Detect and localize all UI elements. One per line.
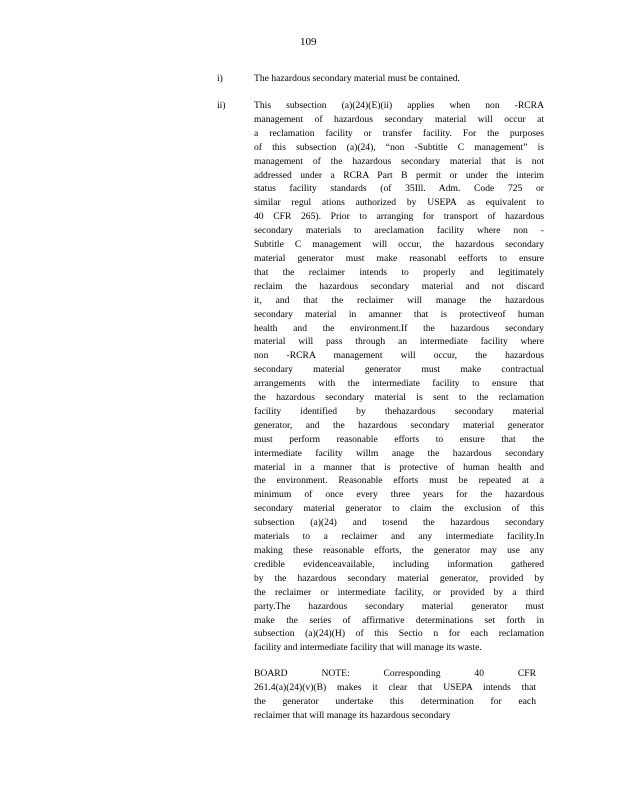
- text-line: material generator must make reasonabl eefforts to ensure: [254, 252, 544, 264]
- item-text: [254, 72, 544, 86]
- text-line: intermediate facility willm anage the hazardous secondary: [254, 447, 544, 459]
- text-line: material in a manner that is protective of human health and: [254, 461, 544, 473]
- text-line: addressed under a RCRA Part B permit or under the interim: [254, 169, 544, 181]
- text-line: secondary materials to areclamation facility where non -: [254, 225, 544, 237]
- text-line: must perform reasonable efforts to ensure that the: [254, 433, 544, 445]
- text-line: the hazardous secondary material is sent to the reclamation: [254, 392, 544, 404]
- text-line: subsection (a)(24)(H) of this Sectio n for each reclamation: [254, 628, 544, 640]
- text-line: material will pass through an intermediate facility where: [254, 336, 544, 348]
- text-line: the reclaimer or intermediate facility, or provided by a third: [254, 586, 544, 598]
- text-line: reclaimer that will manage its hazardous secondary: [254, 709, 451, 721]
- text-line: the environment. Reasonable efforts must be repeated at a: [254, 475, 544, 487]
- board-note: [254, 667, 536, 723]
- text-line: 261.4(a)(24)(v)(B) makes it clear that USEPA intends that: [254, 681, 536, 693]
- text-line: make the series of affirmative determinations set forth in: [254, 614, 544, 626]
- text-line: BOARD NOTE: Corresponding 40 CFR: [254, 668, 536, 679]
- text-line: a reclamation facility or transfer facility. For the purposes: [254, 127, 544, 139]
- text-line: 40 CFR 265). Prior to arranging for transport of hazardous: [254, 211, 544, 223]
- item-text: [254, 99, 544, 655]
- item-label: ii): [217, 100, 226, 111]
- text-line: arrangements with the intermediate facility to ensure that: [254, 378, 544, 390]
- text-line: generator, and the hazardous secondary material generator: [254, 419, 544, 431]
- text-line: facility and intermediate facility that will manage its waste.: [254, 642, 482, 654]
- item-label: i): [217, 73, 223, 84]
- text-line: Subtitle C management will occur, the hazardous secondary: [254, 239, 544, 251]
- text-line: This subsection (a)(24)(E)(ii) applies when non -RCRA: [254, 100, 544, 111]
- text-line: the generator undertake this determination for each: [254, 695, 536, 707]
- text-line: it, and that the reclaimer will manage the hazardous: [254, 294, 544, 306]
- text-line: management of hazardous secondary material will occur at: [254, 113, 544, 125]
- text-line: subsection (a)(24) and tosend the hazardous secondary: [254, 517, 544, 529]
- text-line: facility identified by thehazardous secondary material: [254, 405, 544, 417]
- text-line: health and the environment.If the hazardous secondary: [254, 322, 544, 334]
- text-line: by the hazardous secondary material generator, provided by: [254, 572, 544, 584]
- text-line: party.The hazardous secondary material generator must: [254, 600, 544, 612]
- text-line: The hazardous secondary material must be contained.: [254, 73, 460, 84]
- text-line: of this subsection (a)(24), “non -Subtitle C management” is: [254, 141, 544, 153]
- text-line: credible evidenceavailable, including information gathered: [254, 558, 544, 570]
- text-line: that the reclaimer intends to properly and legitimately: [254, 266, 544, 278]
- text-line: minimum of once every three years for the hazardous: [254, 489, 544, 501]
- page-number: 109: [300, 36, 317, 48]
- text-line: making these reasonable efforts, the generator may use any: [254, 545, 544, 556]
- text-line: materials to a reclaimer and any intermediate facility.In: [254, 531, 544, 543]
- text-line: status facility standards (of 35Ill. Adm. Code 725 or: [254, 183, 544, 195]
- text-line: secondary material generator must make contractual: [254, 364, 544, 376]
- text-line: reclaim the hazardous secondary material and not discard: [254, 280, 544, 292]
- text-line: secondary material generator to claim the exclusion of this: [254, 503, 544, 515]
- text-line: non -RCRA management will occur, the hazardous: [254, 350, 544, 362]
- text-line: similar regul ations authorized by USEPA as equivalent to: [254, 197, 544, 209]
- text-line: management of the hazardous secondary material that is not: [254, 155, 544, 167]
- text-line: secondary material in amanner that is protectiveof human: [254, 308, 544, 320]
